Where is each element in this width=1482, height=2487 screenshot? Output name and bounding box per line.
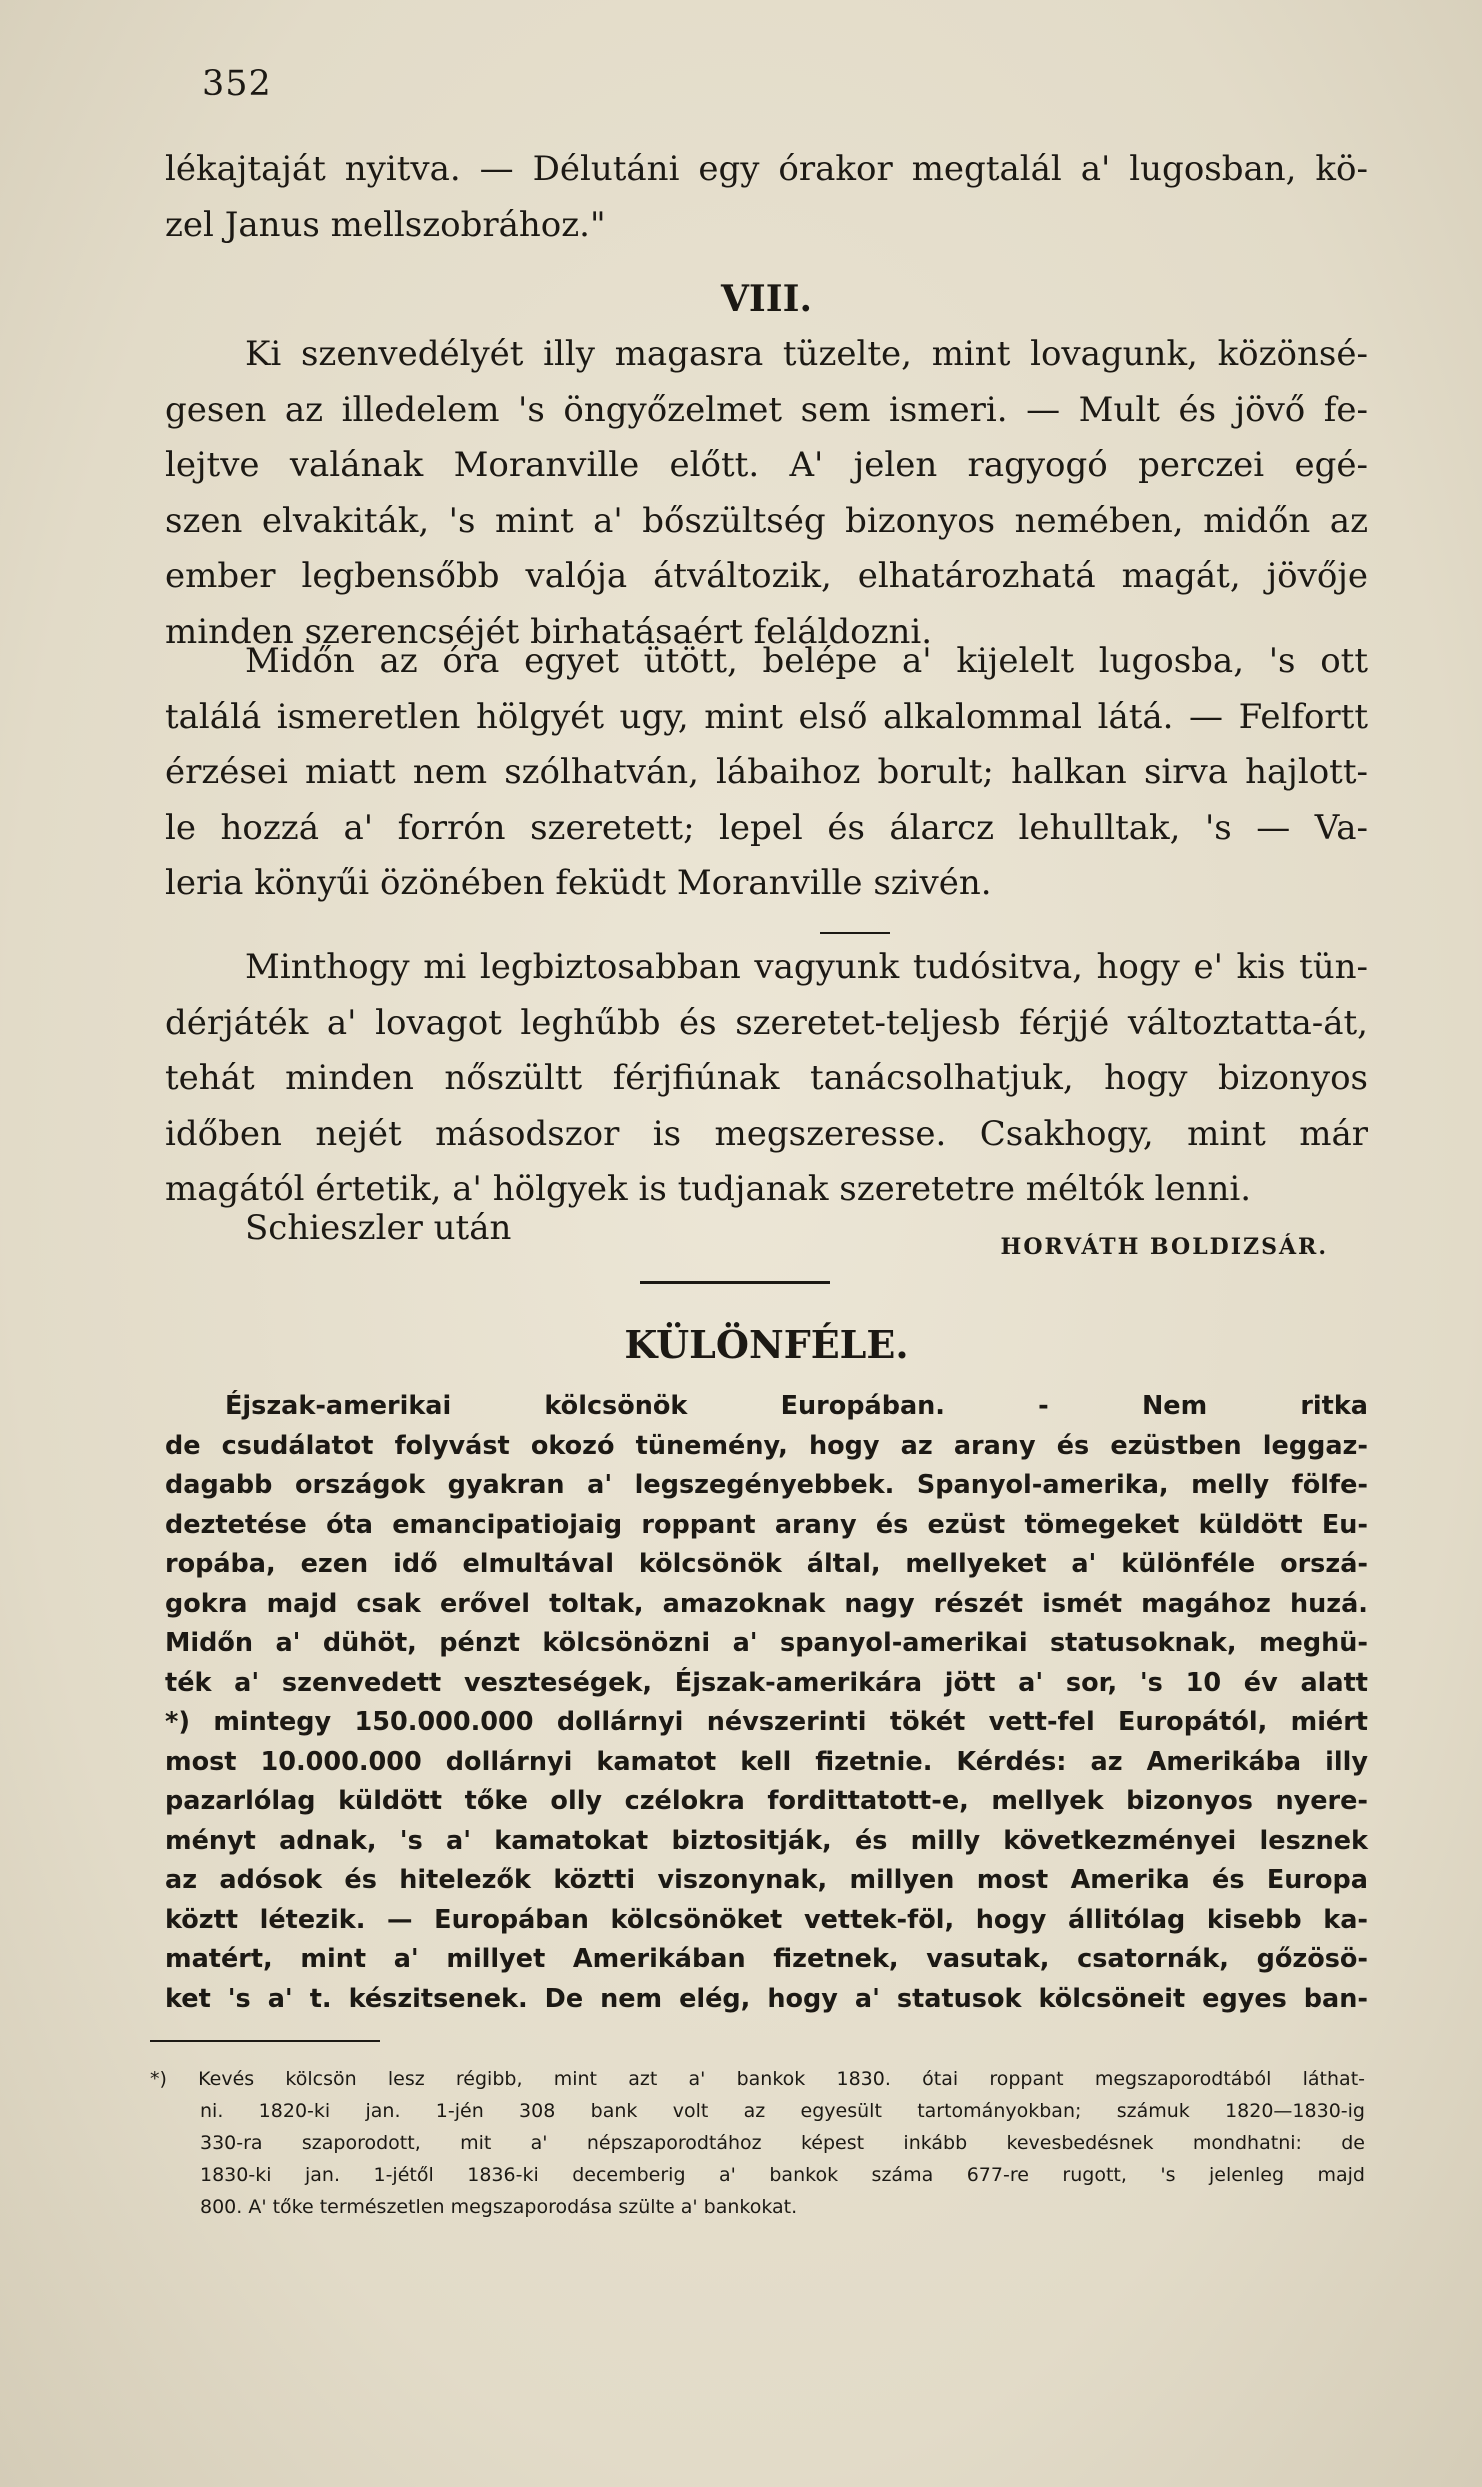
signature-block [165,1208,1368,1263]
footnote-line: 1830-ki jan. 1-jétől 1836-ki decemberig a' bankok száma 677-re rugott, 's jelenleg majd [200,2164,1365,2186]
source-line: Schieszler után [245,1208,512,1248]
text-line: dagabb országok gyakran a' legszegényebbek. Spanyol-amerika, melly fölfe- [165,1470,1368,1500]
text-line: szen elvakiták, 's mint a' bőszültség bizonyos nemében, midőn az [165,500,1368,541]
text-line: minden szerencséjét birhatásaért feláldozni. [165,611,933,652]
text-line: Midőn a' dühöt, pénzt kölcsönözni a' spanyol-amerikai statusoknak, meghü- [165,1628,1368,1658]
footnote-line: 330-ra szaporodott, mit a' népszaporodtához képest inkább kevesbedésnek mondhatni: de [200,2132,1365,2154]
section-divider [640,1281,830,1284]
text-line: időben nejét másodszor is megszeresse. Csakhogy, mint már [165,1113,1368,1154]
text-line: magától értetik, a' hölgyek is tudjanak szeretetre méltók lenni. [165,1169,1252,1209]
misc-heading-wrap [165,1322,1368,1367]
separator-rule [820,932,890,934]
text-line: gokra majd csak erővel toltak, amazoknak nagy részét ismét magához huzá. [165,1588,1368,1619]
signature-row [165,1208,1368,1263]
text-line: tehát minden nőszültt férjfiúnak tanácsolhatjuk, hogy bizonyos [165,1058,1368,1098]
text-line: ték a' szenvedett veszteségek, Éjszak-amerikára jött a' sor, 's 10 év alatt [165,1667,1368,1698]
section-paragraph-2 [165,634,1368,912]
text-line: ményt adnak, 's a' kamatokat biztositják, és milly következményei lesznek [165,1825,1368,1856]
text-line: matért, mint a' millyet Amerikában fizetnek, vasutak, csatornák, gőzösö- [165,1944,1368,1974]
text-line: gesen az illedelem 's öngyőzelmet sem ismeri. — Mult és jövő fe- [165,389,1368,430]
text-line: pazarlólag küldött tőke olly czélokra fordittatott-e, mellyek bizonyos nyere- [165,1786,1368,1816]
text-line: Ki szenvedélyét illy magasra tüzelte, mint lovagunk, közönsé- [245,334,1368,374]
misc-heading: KÜLÖNFÉLE. [624,1322,909,1367]
text-line: most 10.000.000 dollárnyi kamatot kell fizetnie. Kérdés: az Amerikába illy [165,1746,1368,1777]
footnote-line: ni. 1820-ki jan. 1-jén 308 bank volt az egyesült tartományokban; számuk 1820—1830-ig [200,2100,1365,2122]
text-line: dérjáték a' lovagot leghűbb és szeretet-teljesb férjjé változtatta-át, [165,1002,1368,1043]
text-line: érzései miatt nem szólhatván, lábaihoz borult; halkan sirva hajlott- [165,752,1368,792]
text-line: ket 's a' t. készitsenek. De nem elég, hogy a' statusok kölcsöneit egyes ban- [165,1983,1368,2014]
text-line: ember legbensőbb valója átváltozik, elhatározhatá magát, jövője [165,556,1368,596]
text-line: *) mintegy 150.000.000 dollárnyi névszerinti tökét vett-fel Europától, miért [165,1707,1368,1737]
text-line: leria könyűi özönében feküdt Moranville szivén. [165,863,992,903]
section-heading [165,278,1368,320]
text-line: találá ismeretlen hölgyét ugy, mint első alkalommal látá. — Felfortt [165,696,1368,737]
footnote-rule [150,2040,380,2042]
text-line: deztetése óta emancipatiojaig roppant arany és ezüst tömegeket küldött Eu- [165,1509,1368,1540]
text-line: az adósok és hitelezők köztti viszonynak, millyen most Amerika és Europa [165,1865,1368,1895]
text-line: Éjszak-amerikai kölcsönök Europában. - Nem ritka [225,1391,1368,1421]
page-number: 352 [202,64,272,104]
text-line: zel Janus mellszobrához." [165,204,606,245]
footnote-line: *) Kevés kölcsön lesz régibb, mint azt a' bankok 1830. ótai roppant megszaporodtából láthat- [150,2068,1365,2090]
text-line: ropába, ezen idő elmultával kölcsönök által, mellyeket a' különféle orszá- [165,1549,1368,1579]
text-line: de csudálatot folyvást okozó tünemény, hogy az arany és ezüstben leggaz- [165,1430,1368,1461]
footnote-line: 800. A' tőke természetlen megszaporodása szülte a' bankokat. [200,2196,798,2218]
text-line: le hozzá a' forrón szeretett; lepel és álarcz lehulltak, 's — Va- [165,807,1368,848]
text-line: köztt létezik. — Europában kölcsönöket vettek-föl, hogy állitólag kisebb ka- [165,1904,1368,1935]
text-line: lejtve valának Moranville előtt. A' jelen ragyogó perczei egé- [165,445,1368,485]
section-paragraph-1 [165,327,1368,660]
footnote [150,2063,1365,2223]
section-paragraph-3 [165,940,1368,1218]
text-line: Minthogy mi legbiztosabban vagyunk tudósitva, hogy e' kis tün- [245,947,1368,987]
section-number: VIII. [721,278,812,320]
top-paragraph [165,142,1368,253]
text-line: lékajtaját nyitva. — Délutáni egy órakor megtalál a' lugosban, kö- [165,149,1368,189]
translator-name: HORVÁTH BOLDIZSÁR. [1000,1234,1328,1260]
text-line: Midőn az óra egyet ütött, belépe a' kijelelt lugosba, 's ott [245,641,1368,681]
misc-paragraph [165,1387,1368,2019]
